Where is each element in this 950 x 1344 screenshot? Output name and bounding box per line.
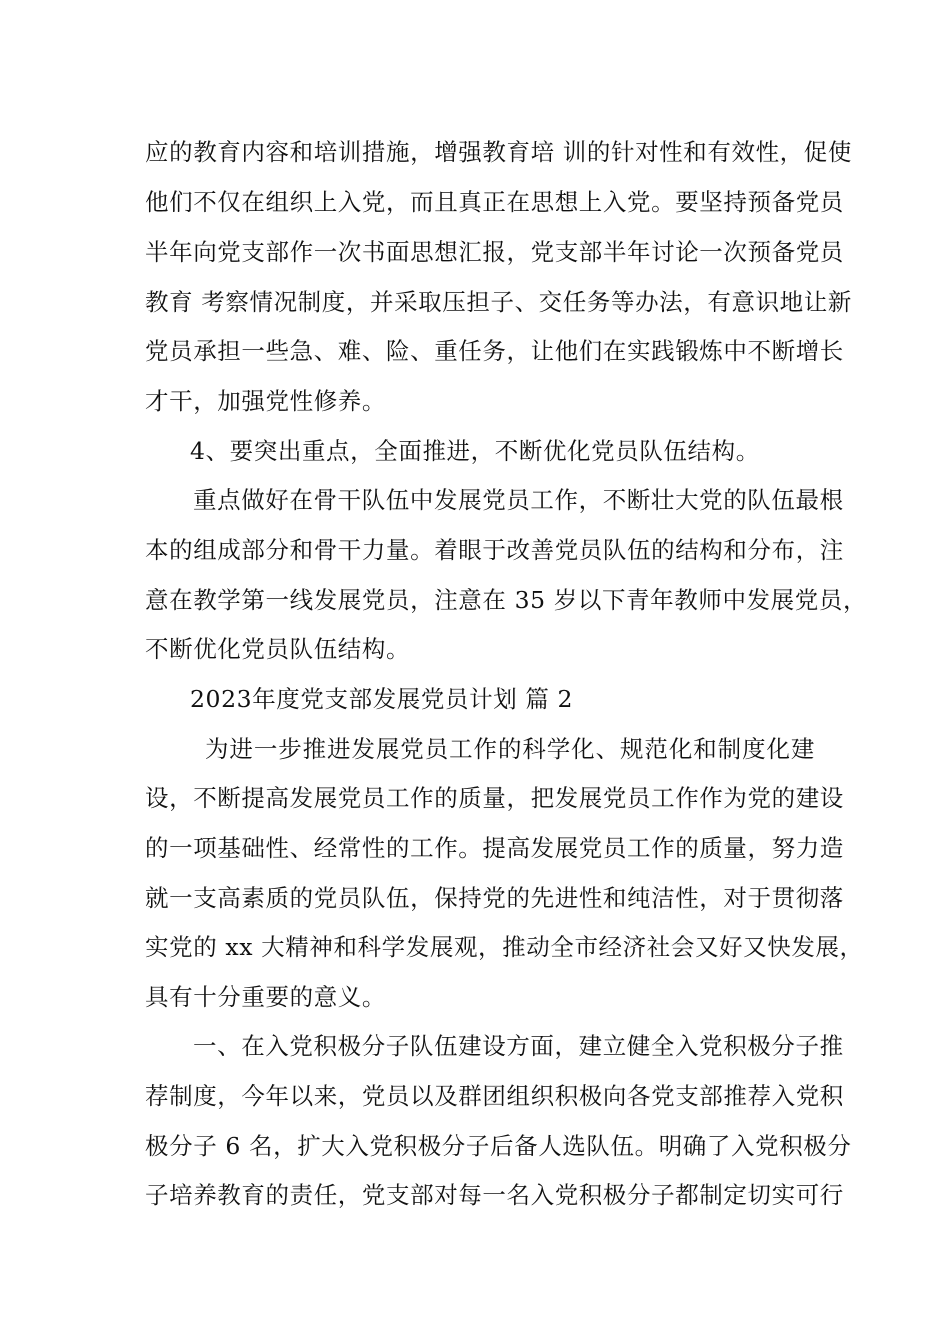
paragraph-line: 本的组成部分和骨干力量。着眼于改善党员队伍的结构和分布，注 xyxy=(145,536,844,564)
paragraph-line: 半年向党支部作一次书面思想汇报，党支部半年讨论一次预备党员 xyxy=(145,238,844,266)
paragraph-line: 子培养教育的责任，党支部对每一名入党积极分子都制定切实可行 xyxy=(145,1181,844,1209)
paragraph-line: 荐制度，今年以来，党员以及群团组织积极向各党支部推荐入党积 xyxy=(145,1082,844,1110)
paragraph-line: 重点做好在骨干队伍中发展党员工作，不断壮大党的队伍最根 xyxy=(193,486,844,514)
paragraph-line: 就一支高素质的党员队伍，保持党的先进性和纯洁性，对于贯彻落 xyxy=(145,884,844,912)
paragraph-line: 为进一步推进发展党员工作的科学化、规范化和制度化建 xyxy=(205,735,815,763)
paragraph-line: 应的教育内容和培训措施，增强教育培 训的针对性和有效性，促使 xyxy=(145,138,852,166)
paragraph-line: 党员承担一些急、难、险、重任务，让他们在实践锻炼中不断增长 xyxy=(145,337,844,365)
article-title: 2023年度党支部发展党员计划 篇 2 xyxy=(190,685,574,713)
paragraph-line: 一、在入党积极分子队伍建设方面，建立健全入党积极分子推 xyxy=(193,1032,844,1060)
paragraph-line: 意在教学第一线发展党员，注意在 35 岁以下青年教师中发展党员， xyxy=(145,586,868,614)
paragraph-line: 极分子 6 名，扩大入党积极分子后备人选队伍。明确了入党积极分 xyxy=(145,1132,852,1160)
paragraph-line: 具有十分重要的意义。 xyxy=(145,983,386,1011)
paragraph-line: 他们不仅在组织上入党，而且真正在思想上入党。要坚持预备党员 xyxy=(145,188,844,216)
paragraph-line: 才干，加强党性修养。 xyxy=(145,387,386,415)
paragraph-line: 不断优化党员队伍结构。 xyxy=(145,635,411,663)
paragraph-line: 实党的 xx 大精神和科学发展观，推动全市经济社会又好又快发展， xyxy=(145,933,864,961)
paragraph-line: 设，不断提高发展党员工作的质量，把发展党员工作作为党的建设 xyxy=(145,784,844,812)
section-heading: 4、要突出重点，全面推进，不断优化党员队伍结构。 xyxy=(190,437,760,465)
paragraph-line: 的一项基础性、经常性的工作。提高发展党员工作的质量，努力造 xyxy=(145,834,844,862)
paragraph-line: 教育 考察情况制度，并采取压担子、交任务等办法，有意识地让新 xyxy=(145,288,852,316)
